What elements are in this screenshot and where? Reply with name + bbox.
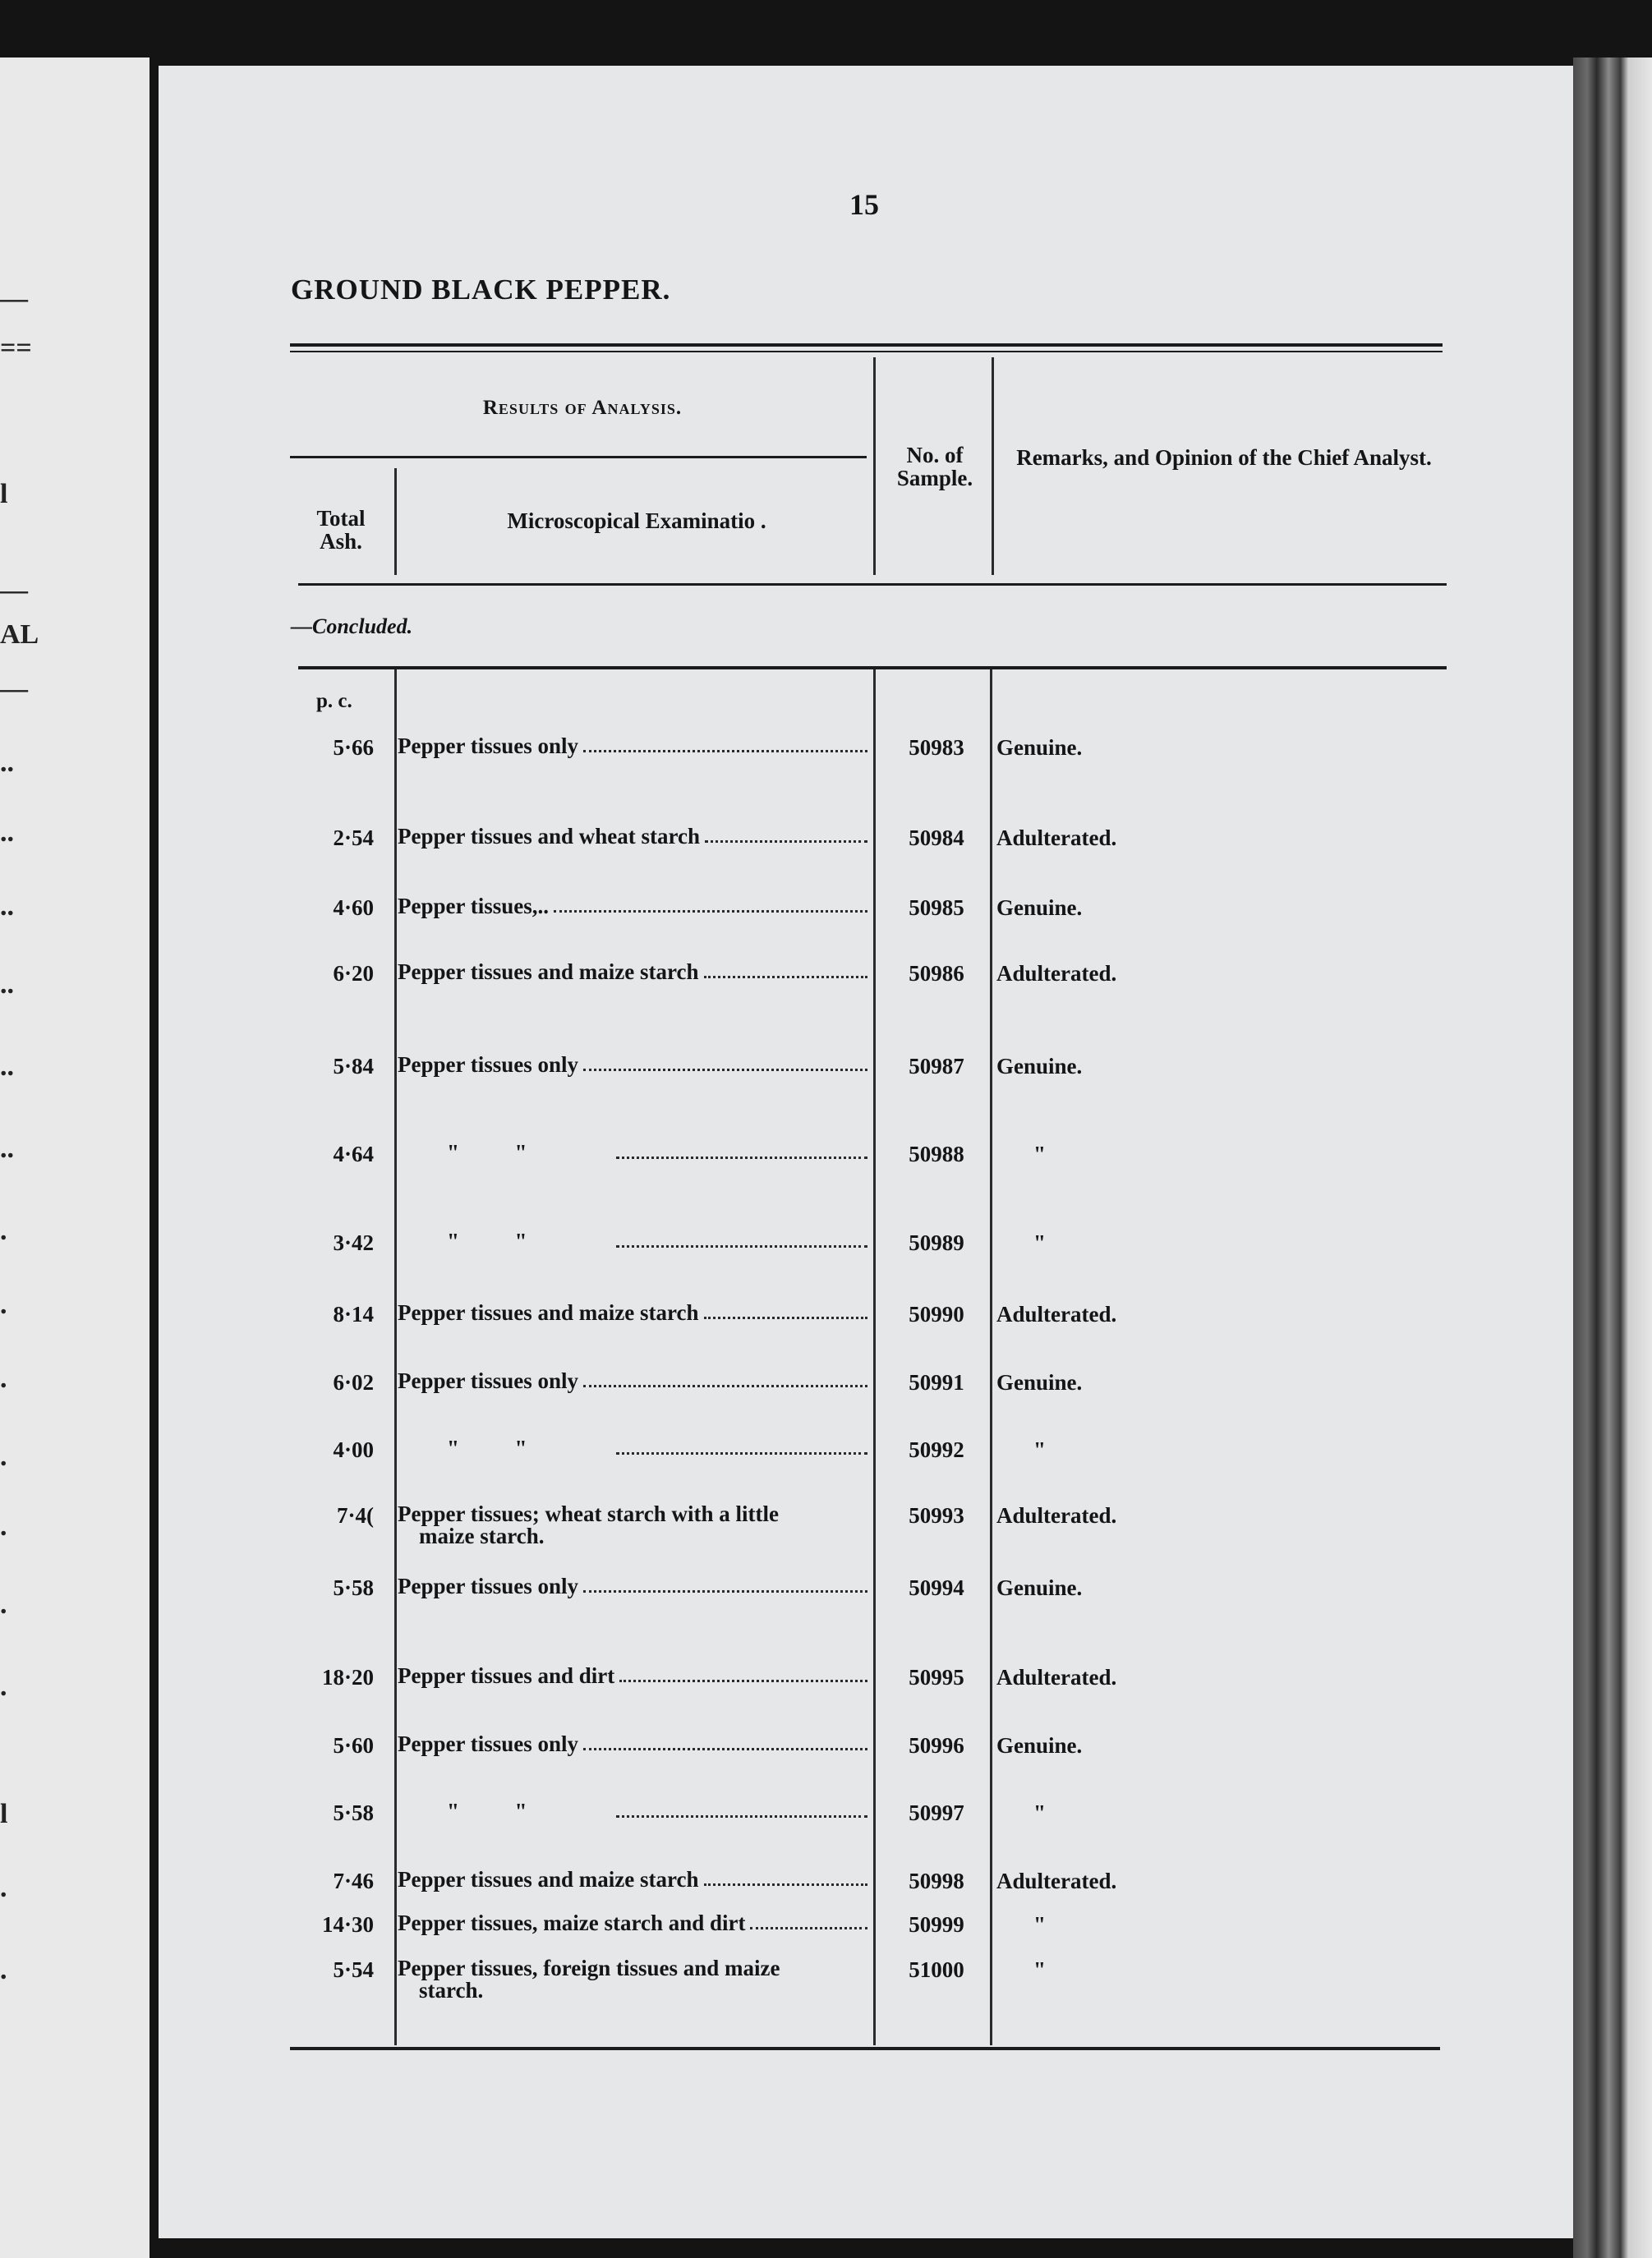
examination-text: " " — [447, 1799, 527, 1823]
results-of-analysis-heading: Results of Analysis. — [482, 397, 683, 419]
microscopical-examination — [398, 961, 869, 983]
leader-dots — [704, 976, 868, 978]
total-ash-value: 7·46 — [333, 1869, 374, 1893]
sample-number: 50985 — [909, 895, 964, 920]
sample-number: 50989 — [909, 1230, 964, 1255]
facing-page-mark: .. — [0, 817, 14, 848]
remarks-heading: Remarks, and Opinion of the Chief Analyst. — [1016, 445, 1432, 470]
facing-page-mark: — — [0, 575, 28, 605]
microscopical-examination — [398, 1437, 869, 1460]
facing-page-mark: .. — [0, 891, 14, 922]
examination-text: " " — [447, 1436, 527, 1460]
table-bottom-rule — [290, 2047, 1440, 2050]
total-ash-value: 5·58 — [333, 1800, 374, 1825]
leader-dots — [705, 840, 867, 843]
facing-page-mark: .. — [0, 969, 14, 1000]
table-top-rule — [290, 343, 1443, 347]
microscopical-examination — [398, 1054, 869, 1076]
facing-page-edge — [0, 57, 150, 2258]
microscopical-examination — [398, 1665, 869, 1687]
facing-page-mark: . — [0, 1672, 7, 1702]
facing-page-mark: . — [0, 1511, 7, 1542]
leader-dots — [554, 910, 867, 913]
table-top-rule-thin — [290, 351, 1443, 352]
microscopical-examination — [398, 1230, 869, 1253]
microscopical-examination — [398, 1370, 869, 1392]
analyst-remark: Adulterated. — [996, 1302, 1117, 1327]
examination-text: Pepper tissues and dirt — [398, 1663, 615, 1688]
analyst-remark: Adulterated. — [996, 1503, 1117, 1528]
analyst-remark: Genuine. — [996, 1370, 1083, 1395]
analyst-remark: " — [1033, 1912, 1046, 1937]
analyst-remark: " — [1033, 1437, 1046, 1462]
examination-text: Pepper tissues and maize starch — [398, 1300, 699, 1325]
facing-page-mark: . — [0, 1873, 7, 1903]
total-ash-value: 7·4( — [337, 1503, 374, 1528]
examination-text: Pepper tissues; wheat starch with a little — [398, 1502, 779, 1526]
analyst-remark: Genuine. — [996, 895, 1083, 920]
examination-text-continued: maize starch. — [419, 1524, 545, 1548]
facing-page-mark: — — [0, 674, 28, 704]
total-ash-value: 4·00 — [333, 1437, 374, 1462]
sample-number: 51000 — [909, 1957, 964, 1982]
sample-number: 50990 — [909, 1302, 964, 1327]
leader-dots — [704, 1883, 868, 1886]
microscopical-examination — [398, 1733, 869, 1755]
sample-number: 50999 — [909, 1912, 964, 1937]
leader-dots — [583, 1748, 867, 1750]
concluded-note: —Concluded. — [291, 614, 413, 638]
microscopical-examination — [398, 1142, 869, 1164]
examination-text: Pepper tissues only — [398, 1731, 579, 1756]
total-ash-value: 6·02 — [333, 1370, 374, 1395]
sample-number: 50986 — [909, 961, 964, 986]
facing-page-mark: — — [0, 283, 28, 314]
microscopical-examination — [398, 1800, 869, 1823]
examination-text: Pepper tissues and maize starch — [398, 959, 699, 984]
analyst-remark: Adulterated. — [996, 825, 1117, 850]
analyst-remark: Adulterated. — [996, 961, 1117, 986]
sample-number: 50997 — [909, 1800, 964, 1825]
total-ash-heading: Total Ash. — [316, 506, 366, 554]
facing-page-mark: .. — [0, 1134, 14, 1164]
total-ash-value: 4·64 — [333, 1142, 374, 1166]
total-ash-value: 6·20 — [333, 961, 374, 986]
total-ash-value: 5·54 — [333, 1957, 374, 1982]
leader-dots — [616, 1815, 867, 1818]
leader-dots — [750, 1927, 867, 1929]
examination-text: Pepper tissues,.. — [398, 894, 550, 918]
examination-text: Pepper tissues only — [398, 1574, 579, 1598]
percent-unit-label: p. c. — [316, 690, 352, 712]
total-ash-value: 3·42 — [333, 1230, 374, 1255]
facing-page-mark: .. — [0, 1051, 14, 1082]
microscopical-examination — [398, 1869, 869, 1891]
microscopical-examination — [398, 1957, 869, 2002]
results-underline — [290, 456, 867, 458]
examination-text: " " — [447, 1229, 527, 1253]
header-bottom-rule — [298, 583, 1447, 586]
column-divider-remarks — [990, 669, 992, 2045]
facing-page-mark: .. — [0, 747, 14, 778]
leader-dots — [583, 1590, 867, 1593]
facing-page-mark: == — [0, 333, 32, 363]
analyst-remark: " — [1033, 1957, 1046, 1982]
facing-page-mark: . — [0, 1216, 7, 1246]
sample-number-heading: No. of Sample. — [896, 443, 973, 491]
body-top-rule — [298, 666, 1447, 669]
leader-dots — [616, 1245, 867, 1248]
total-ash-value: 5·66 — [333, 735, 374, 760]
facing-page-mark: . — [0, 1589, 7, 1620]
analyst-remark: " — [1033, 1142, 1046, 1166]
leader-dots — [704, 1317, 868, 1319]
examination-text: Pepper tissues only — [398, 734, 579, 758]
analyst-remark: " — [1033, 1800, 1046, 1825]
total-ash-value: 5·60 — [333, 1733, 374, 1758]
sample-number: 50984 — [909, 825, 964, 850]
leader-dots — [583, 750, 867, 752]
examination-text-continued: starch. — [419, 1978, 484, 2003]
total-ash-value: 5·84 — [333, 1054, 374, 1078]
leader-dots — [616, 1157, 867, 1159]
leader-dots — [619, 1680, 867, 1682]
examination-text: Pepper tissues, foreign tissues and maize — [398, 1956, 780, 1980]
sample-number: 50994 — [909, 1575, 964, 1600]
microscopical-examination — [398, 1575, 869, 1598]
microscopical-examination — [398, 1302, 869, 1324]
sample-number: 50991 — [909, 1370, 964, 1395]
analyst-remark: Genuine. — [996, 735, 1083, 760]
sample-number: 50998 — [909, 1869, 964, 1893]
sample-number: 50988 — [909, 1142, 964, 1166]
total-ash-value: 8·14 — [333, 1302, 374, 1327]
microscopical-examination — [398, 1503, 869, 1547]
sample-number: 50987 — [909, 1054, 964, 1078]
facing-page-mark: . — [0, 1955, 7, 1985]
microscopical-examination — [398, 1912, 869, 1934]
analyst-remark: Genuine. — [996, 1054, 1083, 1078]
analyst-remark: Genuine. — [996, 1575, 1083, 1600]
microscopical-examination — [398, 895, 869, 917]
examination-text: Pepper tissues, maize starch and dirt — [398, 1911, 746, 1935]
column-divider-sample-head — [873, 357, 876, 575]
analyst-remark: Adulterated. — [996, 1869, 1117, 1893]
binding-edge — [1573, 57, 1652, 2258]
leader-dots — [583, 1385, 867, 1387]
column-divider-ash — [394, 669, 397, 2045]
total-ash-value: 4·60 — [333, 895, 374, 920]
column-divider-ash-head — [394, 468, 397, 575]
examination-text: Pepper tissues and wheat starch — [398, 824, 701, 848]
analyst-remark: " — [1033, 1230, 1046, 1255]
examination-text: Pepper tissues only — [398, 1368, 579, 1393]
leader-dots — [583, 1069, 867, 1071]
examination-text: Pepper tissues and maize starch — [398, 1867, 699, 1892]
column-divider-sample — [873, 669, 876, 2045]
page-title: GROUND BLACK PEPPER. — [291, 274, 671, 306]
examination-text: " " — [447, 1140, 527, 1165]
total-ash-value: 5·58 — [333, 1575, 374, 1600]
sample-number: 50993 — [909, 1503, 964, 1528]
sample-number: 50995 — [909, 1665, 964, 1690]
examination-text: Pepper tissues only — [398, 1052, 579, 1077]
page-number: 15 — [849, 188, 879, 221]
facing-page-mark: . — [0, 1290, 7, 1320]
facing-page-mark: l — [0, 1799, 8, 1829]
facing-page-mark: . — [0, 1442, 7, 1472]
microscopical-heading: Microscopical Examinatio . — [507, 508, 766, 533]
microscopical-examination — [398, 735, 869, 757]
facing-page-mark: . — [0, 1364, 7, 1394]
sample-number: 50996 — [909, 1733, 964, 1758]
total-ash-value: 2·54 — [333, 825, 374, 850]
sample-number: 50992 — [909, 1437, 964, 1462]
analyst-remark: Genuine. — [996, 1733, 1083, 1758]
leader-dots — [616, 1452, 867, 1455]
facing-page-mark: l — [0, 479, 8, 509]
sample-number: 50983 — [909, 735, 964, 760]
analyst-remark: Adulterated. — [996, 1665, 1117, 1690]
microscopical-examination — [398, 825, 869, 848]
total-ash-value: 14·30 — [321, 1912, 374, 1937]
total-ash-value: 18·20 — [321, 1665, 374, 1690]
facing-page-mark: AL — [0, 619, 39, 650]
